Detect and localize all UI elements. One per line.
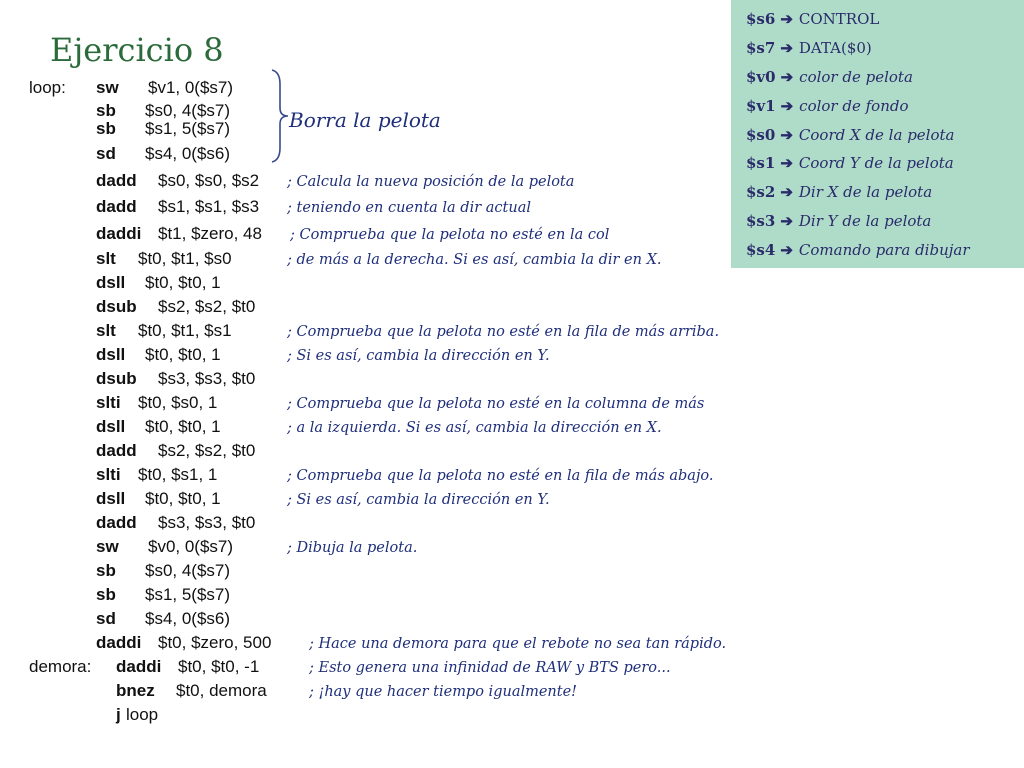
code-operands: $s1, 5($s7)	[145, 119, 231, 138]
arrow-right-icon: ➔	[780, 241, 793, 259]
code-operands: $s1, 5($s7)	[145, 585, 231, 604]
arrow-right-icon: ➔	[780, 126, 793, 144]
code-comment: ; Hace una demora para que el rebote no sea tan rápido.	[309, 636, 727, 652]
legend-register: $s7	[746, 39, 776, 57]
code-mnemonic: sb	[96, 101, 116, 120]
code-operands: $t0, $t0, 1	[145, 489, 221, 508]
code-mnemonic: dsll	[96, 345, 126, 364]
code-operands: $s2, $s2, $t0	[158, 297, 256, 316]
legend-row	[746, 66, 913, 88]
code-mnemonic: dsll	[96, 489, 126, 508]
code-comment: ; Si es así, cambia la dirección en Y.	[287, 348, 550, 364]
code-operands: $s0, 4($s7)	[145, 101, 231, 120]
code-comment: ; Comprueba que la pelota no esté en la col	[290, 227, 610, 243]
legend-row	[746, 95, 909, 117]
code-mnemonic: daddi	[116, 657, 162, 676]
arrow-right-icon: ➔	[780, 97, 794, 115]
code-mnemonic: dadd	[96, 441, 137, 460]
code-operands: $s0, 4($s7)	[145, 561, 231, 580]
code-comment: ; Comprueba que la pelota no esté en la columna de más	[287, 396, 705, 412]
legend-register: $v0	[746, 68, 776, 86]
code-comment: ; ¡hay que hacer tiempo igualmente!	[309, 684, 578, 700]
code-operands: $s3, $s3, $t0	[158, 513, 256, 532]
code-mnemonic: dsub	[96, 297, 137, 316]
legend-register: $s6	[746, 10, 776, 28]
code-mnemonic: dsll	[96, 417, 126, 436]
code-operands: $t0, $t1, $s0	[138, 249, 232, 268]
code-mnemonic: dsll	[96, 273, 126, 292]
code-operands: $t1, $zero, 48	[158, 224, 262, 243]
code-mnemonic: slti	[96, 465, 121, 484]
code-operands: $v1, 0($s7)	[148, 78, 234, 97]
arrow-right-icon: ➔	[780, 212, 793, 230]
legend-description: color de pelota	[799, 68, 913, 86]
legend-row	[746, 124, 954, 146]
code-mnemonic: slt	[96, 321, 116, 340]
code-operands: $t0, $t0, 1	[145, 345, 221, 364]
code-mnemonic: daddi	[96, 633, 142, 652]
legend-description: Dir X de la pelota	[798, 183, 933, 201]
page-title: Ejercicio 8	[50, 31, 224, 69]
code-comment: ; Si es así, cambia la dirección en Y.	[287, 492, 550, 508]
code-operands: $s0, $s0, $s2	[158, 171, 260, 190]
code-comment: ; Comprueba que la pelota no esté en la fila de más arriba.	[287, 324, 720, 340]
code-mnemonic: slti	[96, 393, 121, 412]
legend-description: Comando para dibujar	[798, 241, 970, 259]
code-operands: $s4, 0($s6)	[145, 609, 231, 628]
legend-register: $s1	[746, 154, 776, 172]
arrow-right-icon: ➔	[780, 68, 794, 86]
code-operands: $t0, $zero, 500	[158, 633, 272, 652]
code-mnemonic: sb	[96, 119, 116, 138]
code-comment: ; Comprueba que la pelota no esté en la fila de más abajo.	[287, 468, 714, 484]
legend-register: $v1	[746, 97, 776, 115]
legend-row	[746, 152, 954, 174]
code-mnemonic: j	[116, 705, 121, 724]
code-operands: $s3, $s3, $t0	[158, 369, 256, 388]
code-operands: $s4, 0($s6)	[145, 144, 231, 163]
code-operands: $t0, $t1, $s1	[138, 321, 232, 340]
code-operands: $t0, demora	[176, 681, 267, 700]
code-mnemonic: sd	[96, 144, 116, 163]
code-mnemonic: bnez	[116, 681, 155, 700]
code-operands: $s2, $s2, $t0	[158, 441, 256, 460]
code-operands: loop	[126, 705, 159, 724]
code-mnemonic: daddi	[96, 224, 142, 243]
legend-description: color de fondo	[799, 97, 909, 115]
code-label: demora:	[29, 657, 92, 676]
arrow-right-icon: ➔	[780, 10, 793, 28]
legend-register: $s4	[746, 241, 776, 259]
code-mnemonic: sb	[96, 585, 116, 604]
code-mnemonic: slt	[96, 249, 116, 268]
code-operands: $t0, $s1, 1	[138, 465, 218, 484]
brace-label: Borra la pelota	[289, 108, 441, 132]
legend-row	[746, 210, 931, 232]
legend-row	[746, 8, 879, 30]
code-comment: ; de más a la derecha. Si es así, cambia la dir en X.	[287, 252, 662, 268]
arrow-right-icon: ➔	[780, 183, 793, 201]
code-mnemonic: sw	[96, 537, 119, 556]
register-legend	[731, 0, 1024, 268]
code-operands: $t0, $t0, 1	[145, 273, 221, 292]
code-label: loop:	[29, 78, 66, 97]
legend-row	[746, 37, 872, 59]
code-mnemonic: sw	[96, 78, 119, 97]
legend-row	[746, 181, 932, 203]
legend-description: DATA($0)	[798, 39, 872, 57]
legend-register: $s2	[746, 183, 776, 201]
code-mnemonic: dadd	[96, 197, 137, 216]
code-mnemonic: sb	[96, 561, 116, 580]
legend-row	[746, 239, 970, 261]
code-operands: $s1, $s1, $s3	[158, 197, 260, 216]
code-operands: $t0, $t0, 1	[145, 417, 221, 436]
arrow-right-icon: ➔	[780, 154, 793, 172]
legend-description: Dir Y de la pelota	[798, 212, 932, 230]
legend-description: Coord X de la pelota	[798, 126, 955, 144]
legend-description: Coord Y de la pelota	[798, 154, 954, 172]
legend-register: $s3	[746, 212, 776, 230]
legend-description: CONTROL	[798, 10, 880, 28]
arrow-right-icon: ➔	[780, 39, 793, 57]
code-operands: $v0, 0($s7)	[148, 537, 234, 556]
code-comment: ; teniendo en cuenta la dir actual	[287, 200, 531, 216]
code-mnemonic: dadd	[96, 513, 137, 532]
code-comment: ; Dibuja la pelota.	[287, 540, 418, 556]
code-operands: $t0, $t0, -1	[178, 657, 260, 676]
code-operands: $t0, $s0, 1	[138, 393, 218, 412]
code-mnemonic: dsub	[96, 369, 137, 388]
code-mnemonic: sd	[96, 609, 116, 628]
code-comment: ; Calcula la nueva posición de la pelota	[287, 174, 575, 190]
legend-register: $s0	[746, 126, 776, 144]
code-comment: ; Esto genera una infinidad de RAW y BTS pero...	[309, 660, 671, 676]
code-comment: ; a la izquierda. Si es así, cambia la dirección en X.	[287, 420, 662, 436]
code-mnemonic: dadd	[96, 171, 137, 190]
